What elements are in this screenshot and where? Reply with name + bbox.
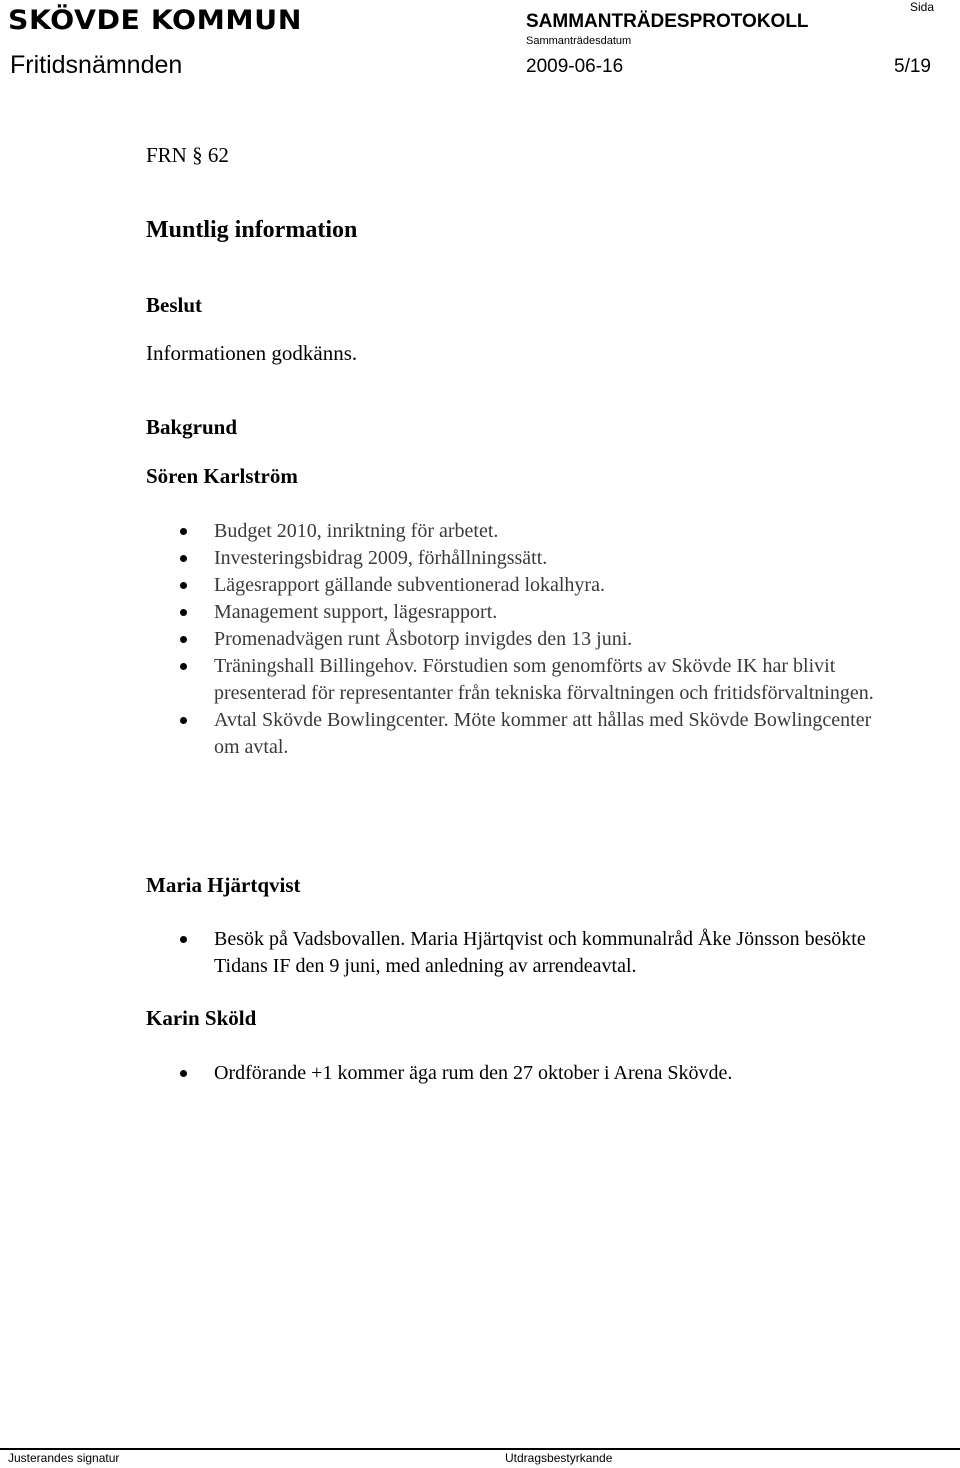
list-item bbox=[180, 572, 900, 599]
bullet-icon bbox=[180, 636, 187, 643]
speaker-name: Sören Karlström bbox=[146, 464, 298, 488]
list-item-text: Lägesrapport gällande subventionerad lokalhyra. bbox=[214, 574, 605, 596]
list-item-text: Management support, lägesrapport. bbox=[214, 601, 498, 623]
list-item-text: Investeringsbidrag 2009, förhållningssätt. bbox=[214, 547, 548, 569]
speaker-item-list bbox=[180, 926, 900, 980]
list-item-text: Avtal Skövde Bowlingcenter. Möte kommer att hållas med Skövde Bowlingcenter om avtal. bbox=[214, 709, 872, 758]
decision-heading: Beslut bbox=[146, 293, 203, 317]
organization-logo: SKÖVDE KOMMUN bbox=[8, 5, 302, 36]
speaker-name: Maria Hjärtqvist bbox=[146, 873, 301, 897]
extract-label: Utdragsbestyrkande bbox=[505, 1451, 613, 1465]
bullet-icon bbox=[180, 663, 187, 670]
bullet-icon bbox=[180, 1070, 187, 1077]
committee-name: Fritidsnämnden bbox=[10, 51, 183, 79]
speaker-item-list bbox=[180, 518, 900, 761]
list-item bbox=[180, 599, 900, 626]
meeting-date: 2009-06-16 bbox=[526, 56, 624, 77]
list-item bbox=[180, 707, 900, 761]
bullet-icon bbox=[180, 717, 187, 724]
list-item bbox=[180, 926, 900, 980]
page-number: 5/19 bbox=[894, 56, 931, 77]
page-label: Sida bbox=[910, 0, 935, 14]
list-item-text: Ordförande +1 kommer äga rum den 27 oktober i Arena Skövde. bbox=[214, 1062, 733, 1084]
list-item-text: Promenadvägen runt Åsbotorp invigdes den 13 juni. bbox=[214, 628, 633, 650]
speaker-name: Karin Sköld bbox=[146, 1006, 257, 1030]
list-item-text: Besök på Vadsbovallen. Maria Hjärtqvist och kommunalråd Åke Jönsson besökte Tidans IF den 9 juni, med anledning av arrendeavtal. bbox=[214, 928, 866, 977]
signature-label: Justerandes signatur bbox=[8, 1451, 120, 1465]
bullet-icon bbox=[180, 936, 187, 943]
list-item bbox=[180, 545, 900, 572]
meeting-date-label: Sammanträdesdatum bbox=[526, 35, 632, 47]
list-item bbox=[180, 626, 900, 653]
bullet-icon bbox=[180, 582, 187, 589]
footer-divider bbox=[0, 1448, 960, 1450]
list-item bbox=[180, 653, 900, 707]
document-type: SAMMANTRÄDESPROTOKOLL bbox=[526, 11, 809, 32]
section-title: Muntlig information bbox=[146, 217, 358, 243]
background-heading: Bakgrund bbox=[146, 415, 238, 439]
list-item bbox=[180, 1060, 900, 1087]
bullet-icon bbox=[180, 609, 187, 616]
paragraph-id: FRN § 62 bbox=[146, 143, 229, 167]
decision-text: Informationen godkänns. bbox=[146, 341, 358, 365]
list-item bbox=[180, 518, 900, 545]
list-item-text: Träningshall Billingehov. Förstudien som genomförts av Skövde IK har blivit presenterad för representanter från tekniska förvaltningen och fritidsförvaltningen. bbox=[214, 655, 874, 704]
bullet-icon bbox=[180, 528, 187, 535]
bullet-icon bbox=[180, 555, 187, 562]
list-item-text: Budget 2010, inriktning för arbetet. bbox=[214, 520, 499, 542]
speaker-item-list bbox=[180, 1060, 900, 1087]
